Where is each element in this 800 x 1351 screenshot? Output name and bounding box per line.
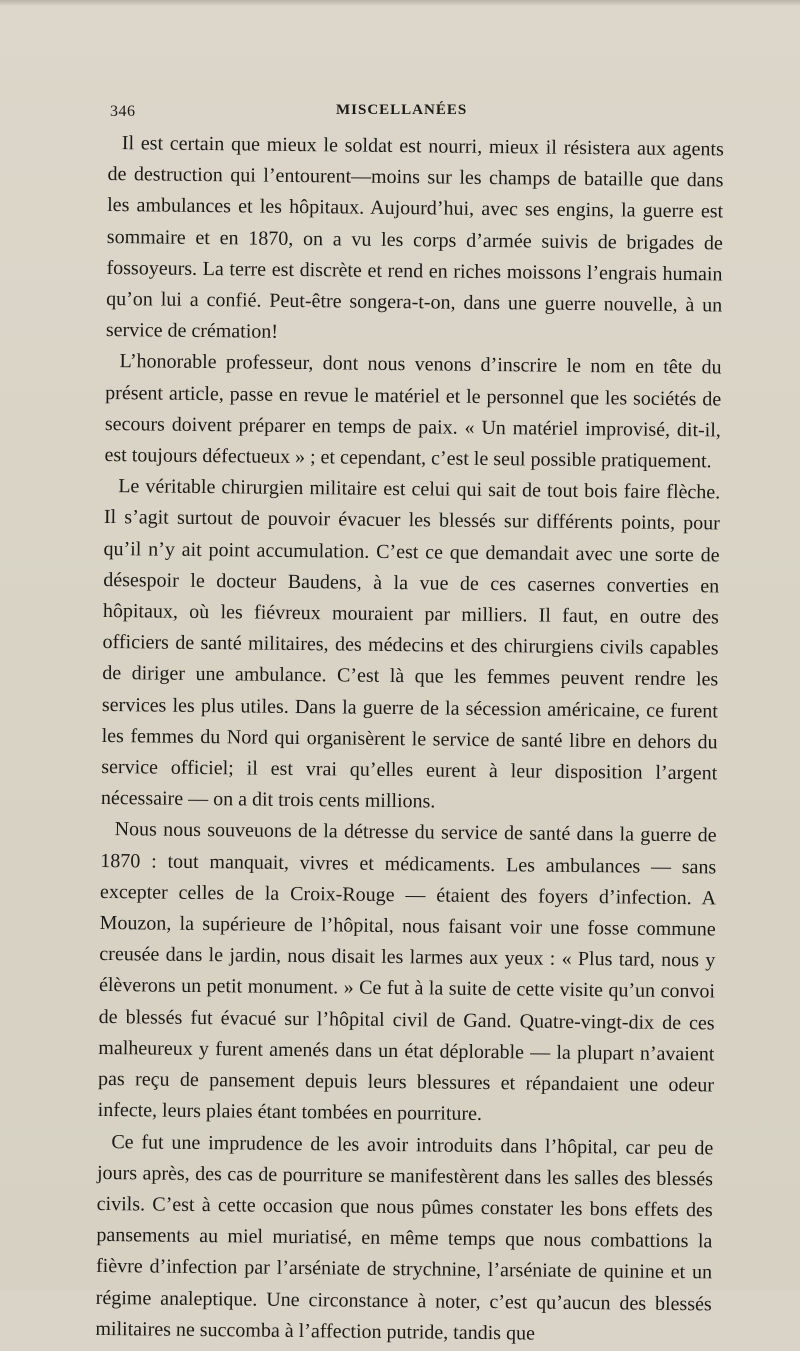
page-number: 346 xyxy=(110,103,136,120)
paragraph-3: Le véritable chirurgien militaire est celui qui sait de tout bois faire flèche. Il s’agit surtout de pouvoir évacuer les blessés sur différents points, pour qu’il n’y ait point accumulation. C’est ce que demandait avec une sorte de désespoir le docteur Baudens, à la vue de ces casernes converties en hôpitaux, où les fiévreux mouraient par milliers. Il faut, en outre des officiers de santé militaires, des médecins et des chirurgiens civils capables de diriger une ambulance. C’est là que les femmes peuvent rendre les services les plus utiles. Dans la guerre de la sécession américaine, ce furent les femmes du Nord qui organisèrent le service de santé libre en dehors du service officiel; il est vrai qu’elles eurent à leur disposition l’argent nécessaire — on a dit trois cents millions. xyxy=(100,475,721,813)
paragraph-2: L’honorable professeur, dont nous venons d’inscrire le nom en tête du présent article, passe en revue le matériel et le personnel que les sociétés de secours doivent préparer en temps de paix. « Un matériel improvisé, dit-il, est toujours défectueux » ; et cependant, c’est le seul possible pratiquement. xyxy=(104,350,722,473)
page-top-edge xyxy=(0,0,800,6)
paragraph-4: Nous nous souveuons de la détresse du service de santé dans la guerre de 1870 : tout manquait, vivres et médicaments. Les ambulances — sans excepter celles de la Croix-Rouge — étaient des foyers d’infection. A Mouzon, la supérieure de l’hôpital, nous faisant voir une fosse commune creusée dans le jardin, nous disait les larmes aux yeux : « Plus tard, nous y élèverons un petit monument. » Ce fut à la suite de cette visite qu’un convoi de blessés fut évacué sur l’hôpital civil de Gand. Quatre-vingt-dix de ces malheureux y furent amenés dans un état déplorable — la plupart n’avaient pas reçu de pansement depuis leurs blessures et répandaient une odeur infecte, leurs plaies étant tombées en pourriture. xyxy=(97,818,717,1126)
paragraph-5: Ce fut une imprudence de les avoir introduits dans l’hôpital, car peu de jours après, des cas de pourriture se manifestèrent dans les salles des blessés civils. C’est à cette occasion que nous pûmes constater les bons effets des pansements au miel muriatisé, en même temps que nous combattions la fièvre d’infection par l’arséniate de strychnine, l’arséniate de quinine et un régime analeptique. Une circonstance à noter, c’est qu’aucun des blessés militaires ne succomba à l’affection putride, tandis que xyxy=(95,1130,714,1345)
body-text xyxy=(95,128,724,1351)
page-header xyxy=(110,101,730,123)
paragraph-1: Il est certain que mieux le soldat est nourri, mieux il résistera aux agents de destruction qui l’entourent—moins sur les champs de bataille que dans les ambulances et les hôpitaux. Aujourd’hui, avec ses engins, la guerre est sommaire et en 1870, on a vu les corps d’armée suivis de brigades de fossoyeurs. La terre est discrète et rend en riches moissons l’engrais humain qu’on lui a confié. Peut-être songera-t-on, dans une guerre nouvelle, à un service de crémation! xyxy=(105,132,724,344)
running-title: MISCELLANÉES xyxy=(336,102,468,118)
